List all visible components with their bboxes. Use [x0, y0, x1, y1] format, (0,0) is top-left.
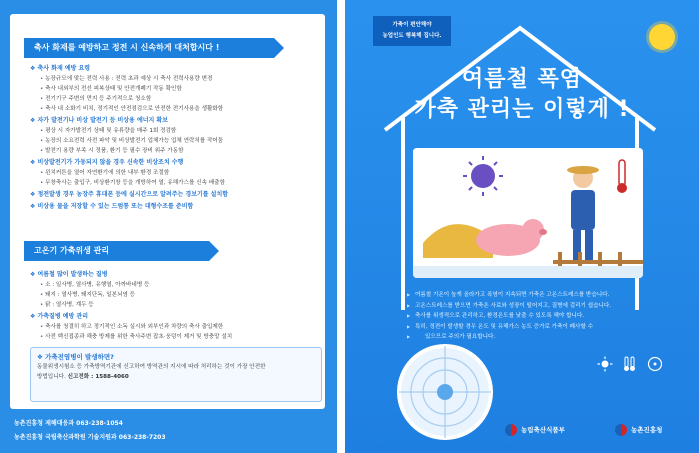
list-item: ▶ 여름철 기온이 높게 올라가고 폭염이 지속되면 가축은 고온스트레스를 받습니다. — [407, 290, 687, 301]
list-item: • 무창축사는 출입구, 비상환기창 등을 개방하여 열, 유해가스를 신속 배출함 — [30, 178, 325, 188]
list-item: • 소 : 일사병, 열사병, 유행열, 아까바네병 등 — [30, 280, 325, 290]
list-item: • 축사 내외부의 전선 피복상태 및 안전개폐기 작동 확인함 — [30, 84, 325, 94]
fire-prevention-list — [30, 62, 325, 212]
farmer-pig-illustration — [413, 148, 643, 278]
list-item: ▶ 고온스트레스를 받으면 가축은 사료와 성장이 떨어지고, 질병에 걸리기 쉽습니다. — [407, 301, 687, 312]
list-item: • 전기기구 주변의 먼지 등 주기적으로 청소함 — [30, 94, 325, 104]
mafra-logo: 농림축산식품부 — [505, 424, 565, 436]
report-box — [30, 347, 322, 402]
list-item: • 윈치커튼을 열어 자연환기에 의한 내부 환경 조절함 — [30, 168, 325, 178]
rda-logo: 농촌진흥청 — [615, 424, 662, 436]
footer-contact: 농촌진흥청 재해대응과 063-238-1054 — [14, 420, 123, 427]
list-item: • 축사를 청결히 하고 정기적인 소독 실시와 외부인과 차량의 축사 출입제한 — [30, 322, 325, 332]
content-card — [10, 14, 325, 409]
list-heading: ❖ 비상용 물을 저장할 수 있는 드럼통 또는 대형수조를 준비함 — [30, 203, 194, 210]
list-heading: ❖ 여름철 많이 발생하는 질병 — [30, 271, 108, 278]
weather-icons — [597, 356, 667, 372]
page-subtitle: 가축 관리는 이렇게 ! — [414, 97, 630, 122]
list-item: ▶ 있으므로 주의가 필요합니다. — [407, 332, 687, 343]
section-banner-fire: 축사 화재를 예방하고 정전 시 신속하게 대처합시다 ! — [24, 38, 274, 58]
hygiene-list — [30, 268, 325, 342]
sun-small-icon — [598, 357, 613, 372]
list-heading: ❖ 자가 발전기나 비상 발전기 등 비상용 에너지 확보 — [30, 117, 169, 124]
illustration-icon — [413, 148, 643, 278]
top-tag: 가축이 편안해야 농업인도 행복해 집니다. — [373, 16, 451, 46]
list-heading: ❖ 축사 화재 예방 요령 — [30, 65, 91, 72]
fan-small-icon — [649, 358, 662, 371]
list-heading: ❖ 비상발전기가 가동되지 않을 경우 신속한 비상조치 수행 — [30, 159, 184, 166]
list-item: • 발전기 용량 부족 시 정품, 환기 등 필수 장비 위주 가동함 — [30, 146, 325, 156]
report-text: 동물위생시험소 등 가축방역기관에 신고하여 방역관의 지시에 따라 처리하는 것이 가장 안전한 — [37, 364, 266, 370]
list-item: ▶ 특히, 정전이 발생할 경우 온도 및 유해가스 농도 증가로 가축이 폐사할 수 — [407, 322, 687, 333]
right-panel — [345, 0, 699, 453]
report-phone: 신고전화 : 1588-4060 — [67, 374, 129, 380]
list-item: • 축사 내 소화기 비치, 정기적인 안전점검으로 안전한 전기사용을 생활화함 — [30, 104, 325, 114]
logo-bar — [505, 420, 695, 440]
left-panel — [0, 0, 337, 453]
list-item: • 농장규모에 맞는 전력 사용 : 전력 초과 예상 시 축사 전력사용량 변경 — [30, 74, 325, 84]
list-item: • 돼지 : 열사병, 돼지단독, 일본뇌염 등 — [30, 290, 325, 300]
list-item: • 평상 시 자가발전기 상태 및 유류량을 매주 1회 정검함 — [30, 126, 325, 136]
list-item: • 사전 백신접종과 해충 방제를 위한 축사주변 잡초·웅덩이 제거 및 방충망 설치 — [30, 332, 325, 342]
report-text: 방법입니다. 신고전화 : 1588-4060 — [37, 374, 129, 380]
footer-contact: 농촌진흥청 국립축산과학원 기술지원과 063-238-7203 — [14, 434, 166, 441]
list-heading: ❖ 정전발생 경우 농장주 휴대폰 등에 실시간으로 알려주는 경보기를 설치함 — [30, 191, 229, 198]
section-banner-hygiene: 고온기 가축위생 관리 — [24, 241, 209, 261]
list-item: • 닭 : 열사병, 계두 등 — [30, 300, 325, 310]
heat-advice-list — [407, 290, 687, 343]
thermometer-icon — [624, 357, 635, 371]
report-heading: ❖ 가축전염병이 발생하면? — [37, 353, 114, 361]
page-title: 여름철 폭염 — [462, 67, 582, 92]
list-heading: ❖ 가축질병 예방 관리 — [30, 313, 89, 320]
list-item: ▶ 축사를 위생적으로 관리하고, 환경온도를 낮출 수 있도록 해야 합니다. — [407, 311, 687, 322]
sun-icon — [649, 24, 675, 50]
electric-fan-icon — [385, 340, 505, 453]
list-item: • 농장의 소요전력 사전 파악 및 비상발전기 업체가능 업체 연락처를 작어둠 — [30, 136, 325, 146]
